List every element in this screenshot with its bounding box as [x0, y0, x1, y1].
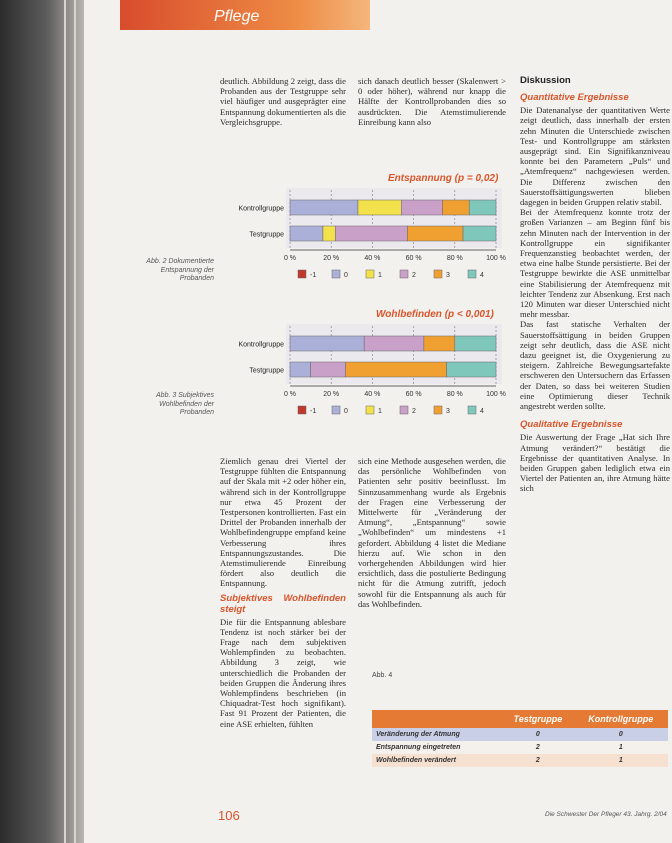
bar-segment — [358, 200, 401, 215]
table-cell: Entspannung eingetreten — [372, 741, 502, 754]
table-cell: 1 — [574, 741, 668, 754]
legend-label: 3 — [446, 272, 450, 279]
legend-swatch — [298, 270, 306, 278]
paragraph: Die für die Entspannung ablesbare Tendenz ist noch stärker bei der Frage nach dem subjektiven Wohlempfinden zu beobachten. Abbildung 3 zeigt, wie unterschiedlich die Probanden der beiden Gruppen die Änderung ihres Wohlempfindens beschrieben (in Chiquadrat-Test hoch signifikant). Fast 91 Prozent der Patienten, die eine ASE erhielten, fühlten — [220, 616, 346, 729]
bar-segment — [290, 336, 364, 351]
category-label: Testgruppe — [249, 367, 284, 375]
chart-title-entspannung: Entspannung (p = 0,02) — [388, 173, 499, 184]
legend-label: -1 — [310, 408, 317, 415]
paragraph: sich eine Methode ausgesehen werden, die das persönliche Wohlbefinden von Patienten sehr positiv beeinflusst. Im Sinnzusammenhang wurde als Ergebnis der Fragen eine Verbesserung der Mittelwerte für „Veränderung der Atmung“, „Entspannung“ sowie „Wohlbefinden“ um mindestens +1 gefordert. Abbildung 4 listet die Mediane hierzu auf. Wie schon in den vorhergehenden Abbildungen wird hier ersichtlich, dass die postulierte Bedingung nicht für die Atmung zutrifft, jedoch sowohl für die Entspannung als auch für das Wohlbefinden. — [358, 456, 506, 609]
table-label: Abb. 4 — [372, 672, 393, 679]
bar-segment — [455, 336, 496, 351]
bar-segment — [447, 362, 496, 377]
table-row — [372, 754, 668, 767]
table-header-row — [372, 710, 668, 728]
legend-label: 3 — [446, 408, 450, 415]
left-column-top — [220, 76, 346, 127]
legend-label: -1 — [310, 272, 317, 279]
paragraph: Ziemlich genau drei Viertel der Testgruppe fühlten die Entspannung auf der Skala mit +2 oder höher ein, während sich in der Kontrollgruppe nur etwa 45 Prozent der Testpersonen kontrollierten. Fast ein Drittel der Probanden innerhalb der Wohlbefindengruppe empfand keine Verbesserung ihres Entspannungszustandes. Die Atemstimulierende Einreibung fördert also deutlich die Entspannung. — [220, 456, 346, 589]
tick-label: 20 % — [323, 391, 340, 398]
journal-footer: Die Schwester Der Pfleger 43. Jahrg. 2/04 — [545, 811, 667, 818]
paragraph: Die Auswertung der Frage „Hat sich Ihre Atmung verändert?“ bestätigt die Ergebnisse der quantitativen Analyse. In beiden Gruppen gaben lediglich etwa ein Viertel der Patienten an, ihre Atmung hätte sich — [520, 432, 670, 494]
bar-segment — [346, 362, 447, 377]
figure-caption-2: Abb. 2 Dokumentierte Entspannung der Probanden — [146, 258, 214, 282]
legend-swatch — [468, 270, 476, 278]
table-header: Kontrollgruppe — [574, 710, 668, 728]
tick-label: 20 % — [323, 255, 340, 262]
chart-title-wohlbefinden: Wohlbefinden (p < 0,001) — [376, 309, 494, 320]
legend-label: 2 — [412, 408, 416, 415]
table-cell: 2 — [502, 754, 573, 767]
legend-label: 1 — [378, 272, 382, 279]
category-label: Kontrollgruppe — [238, 205, 284, 213]
tick-label: 80 % — [446, 255, 463, 262]
legend-swatch — [434, 270, 442, 278]
table-header — [372, 710, 502, 728]
chart-wohlbefinden — [222, 322, 512, 428]
table-row — [372, 741, 668, 754]
table-cell: 0 — [574, 728, 668, 741]
category-label: Testgruppe — [249, 231, 284, 239]
legend-swatch — [400, 270, 408, 278]
page-edge-line — [74, 0, 76, 843]
bar-segment — [407, 226, 463, 241]
subheading-quantitative: Quantitative Ergebnisse — [520, 92, 629, 104]
table-cell: 1 — [574, 754, 668, 767]
tick-label: 100 % — [486, 255, 506, 262]
left-column-bottom — [220, 456, 346, 729]
legend-label: 4 — [480, 408, 484, 415]
tick-label: 60 % — [405, 255, 422, 262]
subheading-qualitative: Qualitative Ergebnisse — [520, 419, 623, 431]
chart-entspannung — [222, 186, 512, 292]
legend-label: 0 — [344, 272, 348, 279]
section-heading: Subjektives Wohlbefinden steigt — [220, 592, 346, 615]
table-cell: Wohlbefinden verändert — [372, 754, 502, 767]
bar-segment — [364, 336, 424, 351]
bar-segment — [323, 226, 335, 241]
legend-swatch — [298, 406, 306, 414]
legend-label: 4 — [480, 272, 484, 279]
paragraph: Das fast statische Verhalten der Sauerstoffsättigung in beiden Gruppen zeigt sehr deutlich, dass die ASE nicht dazu geeignet ist, die Oxygenierung zu steigern. Zahlreiche Bewegungsartefakte erschweren den Untersuchern das Erfassen der Daten, so dass bei weiteren Studien eine Optimierung dieser Technik angestrebt werden sollte. — [520, 319, 670, 412]
table-cell: Veränderung der Atmung — [372, 728, 502, 741]
legend-swatch — [400, 406, 408, 414]
tick-label: 80 % — [446, 391, 463, 398]
legend-label: 2 — [412, 272, 416, 279]
discussion-heading: Diskussion — [520, 75, 571, 86]
bar-segment — [311, 362, 346, 377]
legend-swatch — [366, 406, 374, 414]
middle-column-top — [358, 76, 506, 127]
paragraph: Bei der Atemfrequenz konnte trotz der großen Varianzen – am Beginn fünf bis zehn Minuten nach der Intervention in der Kontrollgruppe ein signifikanter Frequenzanstieg beobachtet werden, der etwa eine halbe Stunde persistierte. Bei der Testgruppe bewirkte die ASE unmittelbar eine Stabilisierung der Atemfrequenz mit leichter Tendenz zur Absenkung. Erst nach 120 Minuten war dieser Unterschied nicht mehr messbar. — [520, 207, 670, 320]
right-column — [520, 76, 670, 494]
legend-swatch — [332, 406, 340, 414]
tick-label: 0 % — [283, 255, 297, 262]
legend-swatch — [468, 406, 476, 414]
bar-segment — [401, 200, 442, 215]
bar-segment — [290, 226, 323, 241]
table-header: Testgruppe — [502, 710, 573, 728]
legend-swatch — [366, 270, 374, 278]
tick-label: 0 % — [283, 391, 297, 398]
legend-swatch — [332, 270, 340, 278]
book-spine-edge — [0, 0, 84, 843]
page-edge-line — [64, 0, 66, 843]
bar-segment — [290, 362, 311, 377]
legend-label: 1 — [378, 408, 382, 415]
bar-segment — [442, 200, 469, 215]
tick-label: 60 % — [405, 391, 422, 398]
table-row — [372, 728, 668, 741]
paragraph: Die Datenanalyse der quantitativen Werte zeigt deutlich, dass innerhalb der ersten zehn Minuten die Unterschiede zwischen Test- und Kontrollgruppe am stärksten ausgeprägt sind. Ein Signifikanzniveau konnte bei den Parametern „Puls“ und „Atemfrequenz“ nachgewiesen werden. Die Differenz zwischen den Sauerstoffsättigungswerten blieben dagegen in beiden Gruppen relativ stabil. — [520, 105, 670, 208]
tick-label: 100 % — [486, 391, 506, 398]
bar-segment — [335, 226, 407, 241]
category-label: Kontrollgruppe — [238, 341, 284, 349]
legend-label: 0 — [344, 408, 348, 415]
tick-label: 40 % — [364, 391, 381, 398]
table-cell: 2 — [502, 741, 573, 754]
legend-swatch — [434, 406, 442, 414]
results-table — [372, 710, 668, 767]
tick-label: 40 % — [364, 255, 381, 262]
section-title: Pflege — [214, 8, 260, 25]
paragraph: deutlich. Abbildung 2 zeigt, dass die Probanden aus der Testgruppe sehr viel häufiger und ausgeprägter eine Entspannung dokumentierten als die Vergleichsgruppe. — [220, 76, 346, 127]
bar-segment — [424, 336, 455, 351]
middle-column-bottom — [358, 456, 506, 609]
page-number: 106 — [218, 808, 240, 823]
bar-segment — [463, 226, 496, 241]
bar-segment — [469, 200, 496, 215]
paragraph: sich danach deutlich besser (Skalenwert > 0 oder höher), während nur knapp die Hälfte der Kontrollprobanden dies so ausdrückten. Die Atemstimulierende Einreibung kann also — [358, 76, 506, 127]
table-cell: 0 — [502, 728, 573, 741]
bar-segment — [290, 200, 358, 215]
figure-caption-3: Abb. 3 Subjektives Wohlbefinden der Probanden — [156, 392, 214, 416]
